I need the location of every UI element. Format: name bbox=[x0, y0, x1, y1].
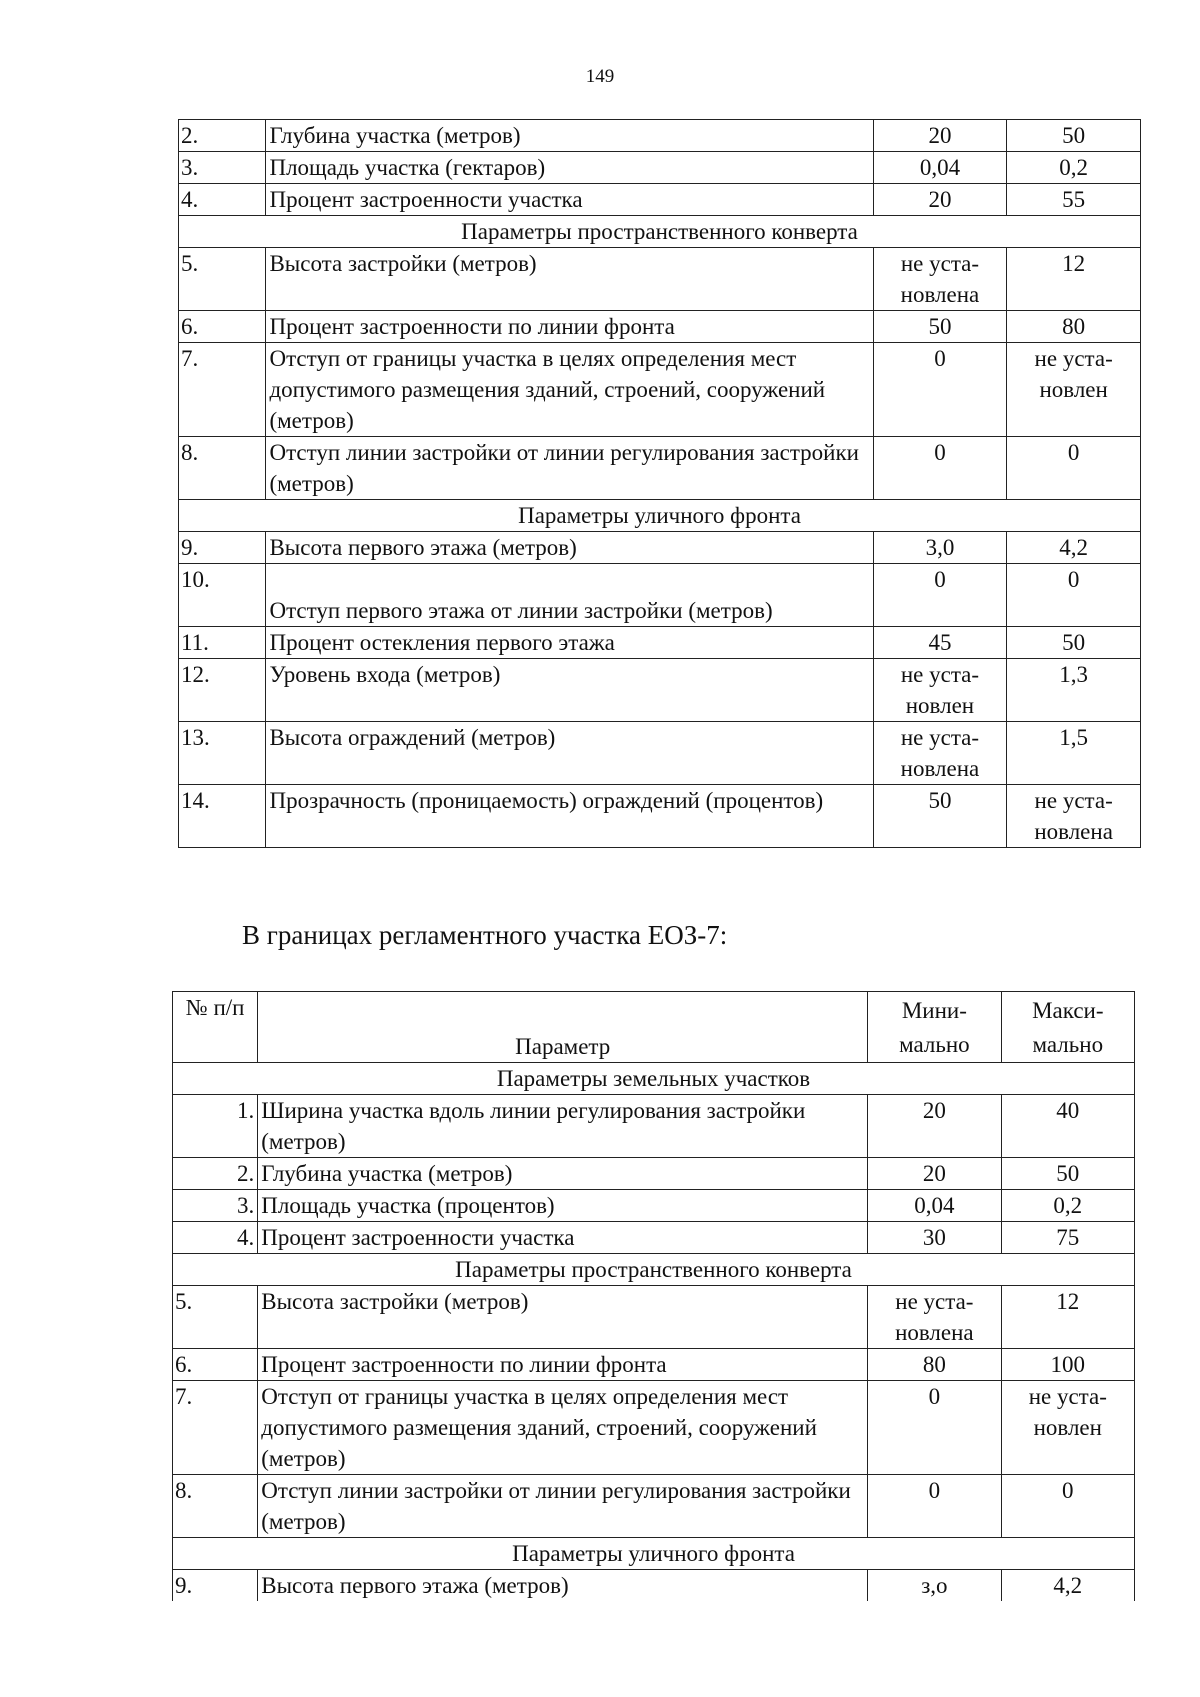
row-minimum: 20 bbox=[873, 120, 1007, 152]
row-minimum: 20 bbox=[873, 184, 1007, 216]
parameters-table-eoz7 bbox=[172, 991, 1135, 1601]
section-row bbox=[173, 1538, 1135, 1570]
row-number: 2. bbox=[173, 1158, 258, 1190]
row-number: 2. bbox=[179, 120, 266, 152]
row-parameter: Уровень входа (метров) bbox=[266, 659, 873, 722]
row-maximum: 12 bbox=[1007, 248, 1141, 311]
row-parameter: Высота первого этажа (метров) bbox=[258, 1570, 868, 1602]
row-maximum: 50 bbox=[1007, 120, 1141, 152]
row-maximum: 40 bbox=[1001, 1095, 1134, 1158]
row-maximum: 55 bbox=[1007, 184, 1141, 216]
section-title: Параметры пространственного конверта bbox=[173, 1254, 1135, 1286]
table-row bbox=[173, 1570, 1135, 1602]
row-number: 9. bbox=[179, 532, 266, 564]
table-row bbox=[179, 627, 1141, 659]
row-number: 7. bbox=[179, 343, 266, 437]
page-number: 149 bbox=[585, 66, 615, 87]
row-minimum: 20 bbox=[868, 1095, 1001, 1158]
section-row bbox=[179, 500, 1141, 532]
header-parameter: Параметр bbox=[258, 992, 868, 1063]
row-parameter: Процент застроенности участка bbox=[266, 184, 873, 216]
row-minimum: 0 bbox=[873, 564, 1007, 627]
row-parameter: Отступ линии застройки от линии регулирования застройки (метров) bbox=[266, 437, 873, 500]
row-minimum: 50 bbox=[873, 311, 1007, 343]
section-row bbox=[179, 216, 1141, 248]
row-minimum: 0,04 bbox=[868, 1190, 1001, 1222]
header-num: № п/п bbox=[173, 992, 258, 1063]
section-title: Параметры уличного фронта bbox=[179, 500, 1141, 532]
row-parameter: Отступ линии застройки от линии регулирования застройки (метров) bbox=[258, 1475, 868, 1538]
row-maximum: 75 bbox=[1001, 1222, 1134, 1254]
row-minimum: не уста- новлен bbox=[873, 659, 1007, 722]
row-minimum: 50 bbox=[873, 785, 1007, 848]
row-number: 7. bbox=[173, 1381, 258, 1475]
row-maximum: 80 bbox=[1007, 311, 1141, 343]
section-row bbox=[173, 1254, 1135, 1286]
row-number: 5. bbox=[173, 1286, 258, 1349]
row-number: 11. bbox=[179, 627, 266, 659]
table-row bbox=[179, 248, 1141, 311]
row-number: 8. bbox=[173, 1475, 258, 1538]
section-caption-eoz7: В границах регламентного участка ЕОЗ-7: bbox=[242, 920, 728, 950]
row-parameter: Площадь участка (процентов) bbox=[258, 1190, 868, 1222]
row-maximum: 4,2 bbox=[1007, 532, 1141, 564]
row-maximum: 50 bbox=[1001, 1158, 1134, 1190]
row-parameter: Высота ограждений (метров) bbox=[266, 722, 873, 785]
table-row bbox=[179, 564, 1141, 627]
row-maximum: не уста- новлена bbox=[1007, 785, 1141, 848]
section-title: Параметры земельных участков bbox=[173, 1063, 1135, 1095]
table-row bbox=[173, 1475, 1135, 1538]
row-maximum: 1,3 bbox=[1007, 659, 1141, 722]
row-parameter: Высота застройки (метров) bbox=[258, 1286, 868, 1349]
section-row bbox=[173, 1063, 1135, 1095]
row-maximum: 50 bbox=[1007, 627, 1141, 659]
table-row bbox=[173, 1222, 1135, 1254]
row-parameter: Отступ от границы участка в целях определения мест допустимого размещения зданий, строений, сооружений (метров) bbox=[266, 343, 873, 437]
header-minimum: Мини- мально bbox=[868, 992, 1001, 1063]
row-minimum: 80 bbox=[868, 1349, 1001, 1381]
header-maximum: Макси- мально bbox=[1001, 992, 1134, 1063]
row-maximum: 0 bbox=[1001, 1475, 1134, 1538]
row-maximum: 100 bbox=[1001, 1349, 1134, 1381]
row-number: 12. bbox=[179, 659, 266, 722]
row-parameter: Глубина участка (метров) bbox=[258, 1158, 868, 1190]
table-row bbox=[173, 1095, 1135, 1158]
row-minimum: 0 bbox=[873, 343, 1007, 437]
table-row bbox=[179, 722, 1141, 785]
row-minimum: не уста- новлена bbox=[873, 248, 1007, 311]
row-parameter: Процент застроенности участка bbox=[258, 1222, 868, 1254]
parameters-table-continued bbox=[178, 119, 1141, 848]
row-maximum: 1,5 bbox=[1007, 722, 1141, 785]
row-maximum: 0 bbox=[1007, 437, 1141, 500]
row-number: 14. bbox=[179, 785, 266, 848]
row-parameter: Процент остекления первого этажа bbox=[266, 627, 873, 659]
row-minimum: не уста- новлена bbox=[868, 1286, 1001, 1349]
row-number: 9. bbox=[173, 1570, 258, 1602]
row-maximum: не уста- новлен bbox=[1007, 343, 1141, 437]
row-number: 8. bbox=[179, 437, 266, 500]
row-minimum: 3,0 bbox=[873, 532, 1007, 564]
row-number: 4. bbox=[173, 1222, 258, 1254]
row-parameter: Высота первого этажа (метров) bbox=[266, 532, 873, 564]
table-row bbox=[173, 1381, 1135, 1475]
row-maximum: 0,2 bbox=[1007, 152, 1141, 184]
row-minimum: 0 bbox=[873, 437, 1007, 500]
row-minimum: 0,04 bbox=[873, 152, 1007, 184]
row-parameter: Процент застроенности по линии фронта bbox=[258, 1349, 868, 1381]
row-number: 6. bbox=[179, 311, 266, 343]
table-row bbox=[179, 343, 1141, 437]
row-number: 3. bbox=[179, 152, 266, 184]
row-number: 1. bbox=[173, 1095, 258, 1158]
section-title: Параметры уличного фронта bbox=[173, 1538, 1135, 1570]
table-row bbox=[179, 120, 1141, 152]
row-minimum: 20 bbox=[868, 1158, 1001, 1190]
table-row bbox=[173, 1286, 1135, 1349]
table-row bbox=[173, 1190, 1135, 1222]
row-parameter: Процент застроенности по линии фронта bbox=[266, 311, 873, 343]
row-minimum: 45 bbox=[873, 627, 1007, 659]
row-minimum: з,о bbox=[868, 1570, 1001, 1602]
table-row bbox=[173, 1349, 1135, 1381]
section-title: Параметры пространственного конверта bbox=[179, 216, 1141, 248]
row-maximum: 0,2 bbox=[1001, 1190, 1134, 1222]
table-header-row bbox=[173, 992, 1135, 1063]
row-parameter: Отступ от границы участка в целях определения мест допустимого размещения зданий, строений, сооружений (метров) bbox=[258, 1381, 868, 1475]
row-parameter: Отступ первого этажа от линии застройки (метров) bbox=[266, 564, 873, 627]
row-minimum: не уста- новлена bbox=[873, 722, 1007, 785]
row-number: 4. bbox=[179, 184, 266, 216]
row-minimum: 0 bbox=[868, 1381, 1001, 1475]
row-number: 5. bbox=[179, 248, 266, 311]
row-number: 13. bbox=[179, 722, 266, 785]
row-minimum: 30 bbox=[868, 1222, 1001, 1254]
row-maximum: не уста- новлен bbox=[1001, 1381, 1134, 1475]
row-parameter: Площадь участка (гектаров) bbox=[266, 152, 873, 184]
row-parameter: Высота застройки (метров) bbox=[266, 248, 873, 311]
table-row bbox=[179, 184, 1141, 216]
table-row bbox=[179, 659, 1141, 722]
row-parameter: Глубина участка (метров) bbox=[266, 120, 873, 152]
table-row bbox=[179, 437, 1141, 500]
table-row bbox=[173, 1158, 1135, 1190]
row-maximum: 12 bbox=[1001, 1286, 1134, 1349]
table-row bbox=[179, 532, 1141, 564]
row-parameter: Прозрачность (проницаемость) ограждений (процентов) bbox=[266, 785, 873, 848]
row-parameter: Ширина участка вдоль линии регулирования застройки (метров) bbox=[258, 1095, 868, 1158]
table-row bbox=[179, 311, 1141, 343]
row-maximum: 0 bbox=[1007, 564, 1141, 627]
row-maximum: 4,2 bbox=[1001, 1570, 1134, 1602]
table-row bbox=[179, 152, 1141, 184]
row-number: 3. bbox=[173, 1190, 258, 1222]
row-minimum: 0 bbox=[868, 1475, 1001, 1538]
row-number: 6. bbox=[173, 1349, 258, 1381]
row-number: 10. bbox=[179, 564, 266, 627]
table-row bbox=[179, 785, 1141, 848]
